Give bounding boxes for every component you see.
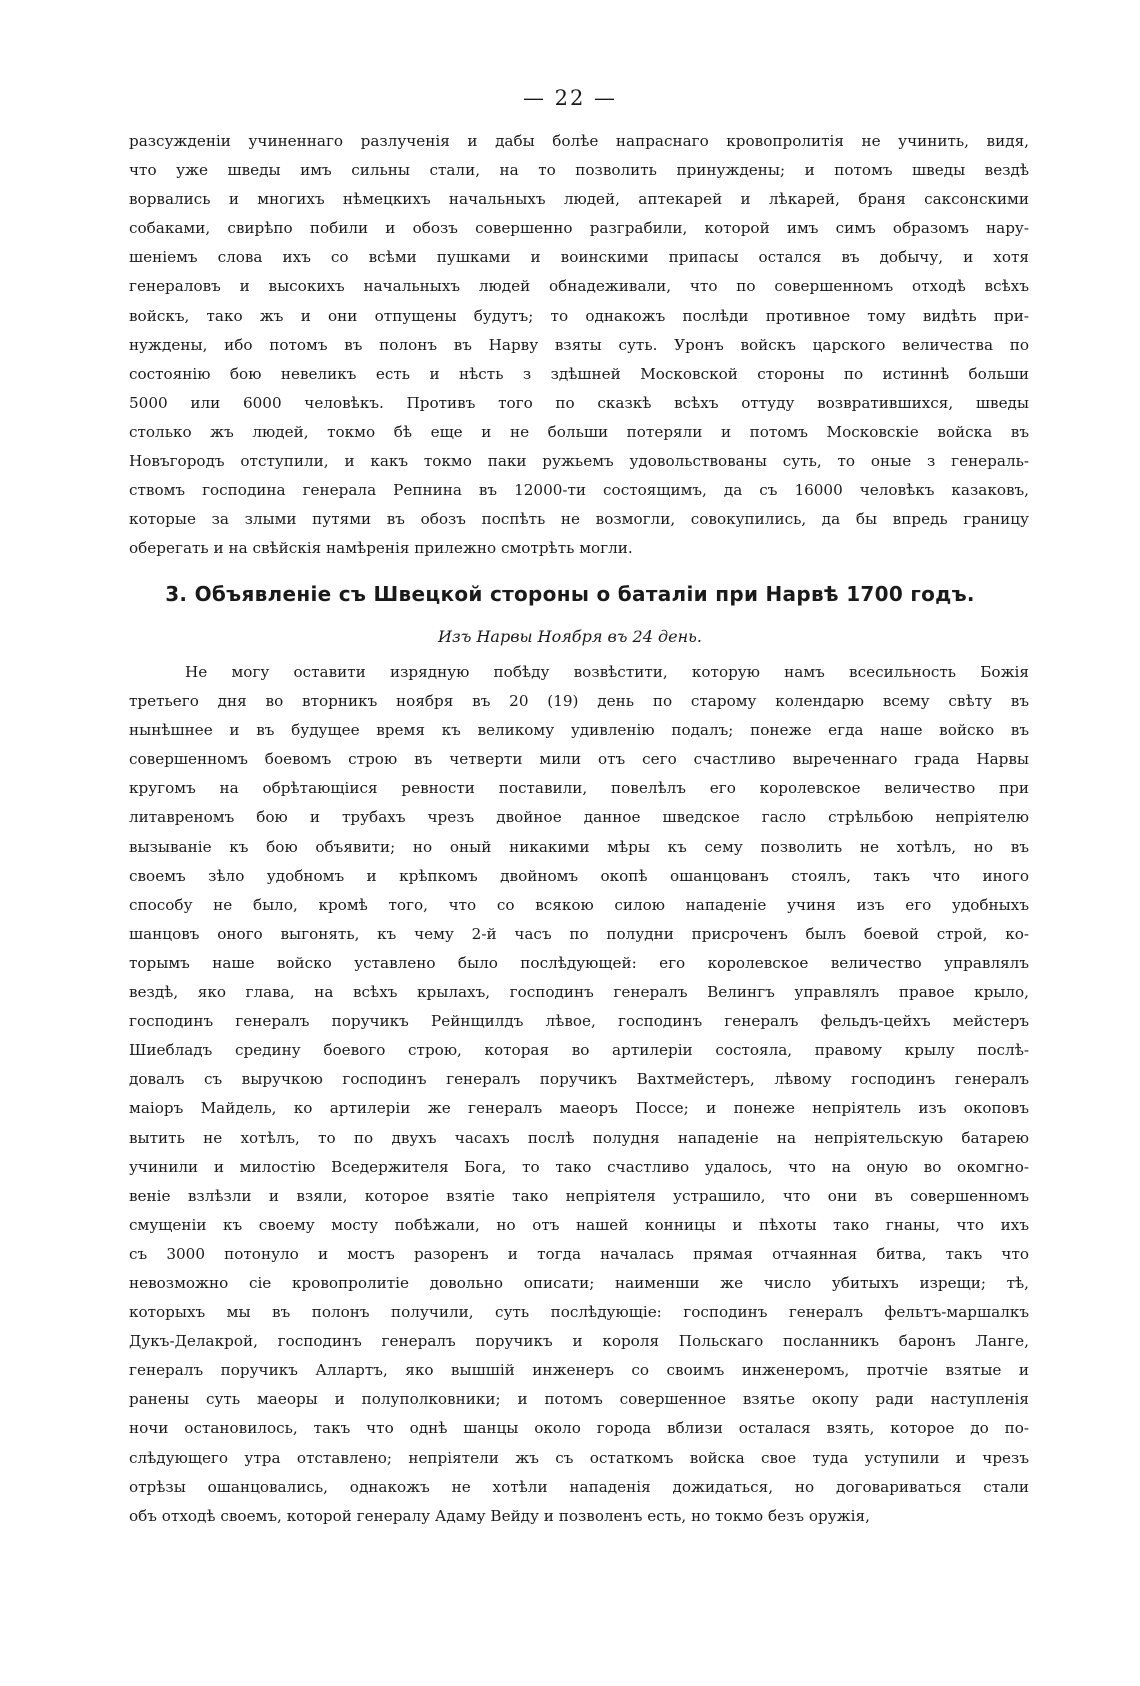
text-line: Новъгородъ отступили, и какъ токмо паки ружьемъ удовольствованы суть, то оные з генераль- — [129, 452, 1029, 471]
text-line: вытить не хотѣлъ, то по двухъ часахъ послѣ полудня нападеніе на непріятельскую батарею — [129, 1128, 1029, 1147]
text-line: нынѣшнее и въ будущее время къ великому удивленію подалъ; понеже егда наше войско въ — [129, 721, 1029, 740]
dateline: Изъ Нарвы Ноября въ 24 день. — [438, 627, 702, 646]
text-line: войскъ, тако жъ и они отпущены будутъ; то однакожъ послѣди противное тому видѣть при- — [129, 306, 1029, 325]
text-line: ночи остановилось, такъ что однѣ шанцы около города вблизи осталася взять, которое до по- — [129, 1419, 1029, 1438]
text-line: ранены суть маеоры и полуполковники; и потомъ совершенное взятье окопу ради наступленія — [129, 1390, 1029, 1409]
text-line: нуждены, ибо потомъ въ полонъ въ Нарву взяты суть. Уронъ войскъ царского величества по — [129, 335, 1029, 354]
text-line: собаками, свирѣпо побили и обозъ совершенно разграбили, которой имъ симъ образомъ нару- — [129, 219, 1029, 238]
section-paragraph — [129, 662, 1029, 1535]
text-line: Шиебладъ средину боевого строю, которая во артилеріи состояла, правому крылу послѣ- — [129, 1041, 1029, 1060]
text-line: веніе взлѣзли и взяли, которое взятіе тако непріятеля устрашило, что они въ совершенномъ — [129, 1186, 1029, 1205]
text-line: смущеніи къ своему мосту побѣжали, но отъ нашей конницы и пѣхоты тако гнаны, что ихъ — [129, 1215, 1029, 1234]
text-line: вездѣ, яко глава, на всѣхъ крылахъ, господинъ генералъ Велингъ управлялъ правое крыло, — [129, 983, 1029, 1002]
section-heading: 3. Объявленіе съ Швецкой стороны о баталіи при Нарвѣ 1700 годъ. — [165, 582, 975, 606]
text-line: съ 3000 потонуло и мостъ разоренъ и тогда началась прямая отчаянная битва, такъ что — [129, 1244, 1029, 1263]
text-line: что уже шведы имъ сильны стали, на то позволить принуждены; и потомъ шведы вездѣ — [129, 161, 1029, 180]
text-line: 5000 или 6000 человѣкъ. Противъ того по сказкѣ всѣхъ оттуду возвратившихся, шведы — [129, 393, 1029, 412]
text-line: ворвались и многихъ нѣмецкихъ начальныхъ людей, аптекарей и лѣкарей, браня саксонскими — [129, 190, 1029, 209]
text-line: довалъ съ выручкою господинъ генералъ поручикъ Вахтмейстеръ, лѣвому господинъ генералъ — [129, 1070, 1029, 1089]
text-line: ствомъ господина генерала Репнина въ 12000-ти состоящимъ, да съ 16000 человѣкъ казаковъ, — [129, 481, 1029, 500]
text-line: третьего дня во вторникъ ноября въ 20 (19) день по старому колендарю всему свѣту въ — [129, 692, 1029, 711]
text-line: литавреномъ бою и трубахъ чрезъ двойное данное шведское гасло стрѣльбою непріятелю — [129, 808, 1029, 827]
text-line: генераловъ и высокихъ начальныхъ людей обнадеживали, что по совершенномъ отходѣ всѣхъ — [129, 277, 1029, 296]
continuation-paragraph — [129, 131, 1029, 567]
text-line: способу не было, кромѣ того, что со всякою силою нападеніе учиня изъ его удобныхъ — [129, 895, 1029, 914]
text-line: разсужденіи учиненнаго разлученія и дабы болѣе напраснаго кровопролитія не учинить, видя, — [129, 132, 1029, 150]
text-line: отрѣзы ошанцовались, однакожъ не хотѣли нападенія дожидаться, но договариваться стали — [129, 1477, 1029, 1496]
text-line: шанцовъ оного выгонять, къ чему 2-й часъ по полудни присроченъ былъ боевой строй, ко- — [129, 924, 1029, 943]
text-line: торымъ наше войско уставлено было послѣдующей: его королевское величество управлялъ — [129, 953, 1029, 972]
text-line: которые за злыми путями въ обозъ поспѣть не возмогли, совокупились, да бы впредь границу — [129, 510, 1029, 529]
text-line: маіоръ Майдель, ко артилеріи же генералъ маеоръ Поссе; и понеже непріятель изъ окоповъ — [129, 1099, 1029, 1118]
text-line: Не могу оставити изрядную побѣду возвѣстити, которую намъ всесильность Божія — [185, 663, 1029, 681]
text-line: слѣдующего утра отставлено; непріятели жъ съ остаткомъ войска свое туда уступили и чрезъ — [129, 1448, 1029, 1467]
page-number: — 22 — — [522, 86, 618, 110]
text-line: господинъ генералъ поручикъ Рейнщилдъ лѣвое, господинъ генералъ фельдъ-цейхъ мейстеръ — [129, 1012, 1029, 1031]
text-line: вызываніе къ бою объявити; но оный никакими мѣры къ сему позволить не хотѣлъ, но въ — [129, 837, 1029, 856]
text-line: своемъ зѣло удобномъ и крѣпкомъ двойномъ окопѣ ошанцованъ стоялъ, такъ что иного — [129, 866, 1029, 885]
text-line: кругомъ на обрѣтающіися ревности поставили, повелѣлъ его королевское величество при — [129, 779, 1029, 798]
text-line: объ отходѣ своемъ, которой генералу Адаму Вейду и позволенъ есть, но токмо безъ оружія, — [129, 1506, 870, 1525]
text-line: которыхъ мы въ полонъ получили, суть послѣдующіе: господинъ генералъ фельтъ-маршалкъ — [129, 1303, 1029, 1322]
text-line: состоянію бою невеликъ есть и нѣсть з здѣшней Московской стороны по истиннѣ больши — [129, 364, 1029, 383]
text-line: генералъ поручикъ Аллартъ, яко вышшій инженеръ со своимъ инженеромъ, протчіе взятые и — [129, 1361, 1029, 1380]
text-line: невозможно сіе кровопролитіе довольно описати; наименши же число убитыхъ изрещи; тѣ, — [129, 1273, 1029, 1292]
text-line: оберегать и на свѣйскія намѣренія прилежно смотрѣть могли. — [129, 539, 633, 558]
text-line: столько жъ людей, токмо бѣ еще и не больши потеряли и потомъ Московскіе войска въ — [129, 422, 1029, 441]
text-line: учинили и милостію Вседержителя Бога, то тако счастливо удалось, что на оную во окомгно- — [129, 1157, 1029, 1176]
text-line: совершенномъ боевомъ строю въ четверти мили отъ сего счастливо выреченнаго града Нарвы — [129, 750, 1029, 769]
text-line: шеніемъ слова ихъ со всѣми пушками и воинскими припасы остался въ добычу, и хотя — [129, 248, 1029, 267]
text-line: Дукъ-Делакрой, господинъ генералъ поручикъ и короля Польскаго посланникъ баронъ Ланге, — [129, 1332, 1029, 1351]
